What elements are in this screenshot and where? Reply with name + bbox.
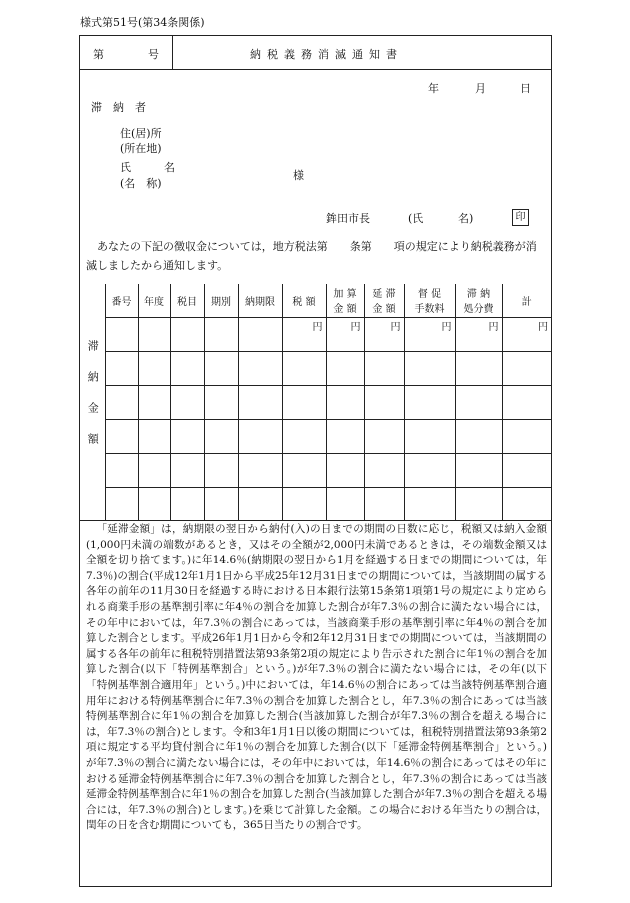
issuer-name-close: 名) (458, 212, 474, 225)
table-cell (105, 351, 138, 385)
table-cell (170, 453, 204, 487)
table-row (80, 453, 551, 487)
date-year: 年 (428, 82, 439, 95)
arrears-table (80, 284, 551, 521)
table-cell (404, 385, 455, 419)
table-cell (105, 317, 138, 351)
table-cell (138, 487, 170, 520)
table-row (80, 419, 551, 453)
table-cell (404, 351, 455, 385)
yen-unit: 円 (455, 317, 502, 351)
table-cell (238, 419, 282, 453)
table-cell (364, 453, 404, 487)
address-sub-label: (所在地) (120, 142, 162, 155)
table-cell (502, 453, 551, 487)
table-cell (404, 487, 455, 520)
table-row (80, 351, 551, 385)
yen-unit: 円 (502, 317, 551, 351)
table-cell (204, 453, 238, 487)
recipient-label: 滞 納 者 (91, 101, 146, 114)
seal-mark: 印 (512, 209, 529, 226)
table-cell (326, 351, 364, 385)
table-cell (105, 453, 138, 487)
table-cell (282, 351, 326, 385)
table-cell (455, 487, 502, 520)
table-cell (455, 385, 502, 419)
header-cell: 税目 (170, 284, 204, 317)
table-side-label: 滞納金額 (80, 284, 105, 520)
number-label: 第 (93, 48, 104, 61)
table-cell (204, 385, 238, 419)
header-cell: 税 額 (282, 284, 326, 317)
yen-unit: 円 (364, 317, 404, 351)
header-cell: 督 促 手数料 (404, 284, 455, 317)
table-cell (364, 419, 404, 453)
document-title: 納税義務消滅通知書 (250, 48, 403, 61)
table-cell (282, 385, 326, 419)
date-month: 月 (475, 82, 486, 95)
notice-text: あなたの下記の徴収金については，地方税法第 条第 項の規定により納税義務が消滅しましたから通知します。 (86, 240, 537, 272)
table-cell (502, 385, 551, 419)
table-cell (138, 385, 170, 419)
header-cell: 番号 (105, 284, 138, 317)
table-cell (204, 351, 238, 385)
table-cell (170, 351, 204, 385)
yen-unit: 円 (282, 317, 326, 351)
table-cell (238, 487, 282, 520)
table-row (80, 487, 551, 520)
table-cell (455, 453, 502, 487)
name-label: 氏 名 (120, 161, 175, 174)
table-row (80, 385, 551, 419)
table-cell (238, 317, 282, 351)
address-label: 住(居)所 (120, 127, 162, 140)
table-cell (105, 487, 138, 520)
table-cell (238, 453, 282, 487)
table-cell (404, 453, 455, 487)
late-fee-explanation: 「延滞金額」は，納期限の翌日から納付(入)の日までの期間の日数に応じ，税額又は納入金額(1,000円未満の端数があるとき，又はその全額が2,000円未満であるときは，その端数金額又は全額を切り捨てます。)に年14.6％(納期限の翌日から1月を経過する日までの期間については，年7.3％)の割合(平成12年1月1日から平成25年12月31日までの期間については，当該期間の属する各年の前年の11月30日を経過する時における日本銀行法第15条第1項第1号の規定により定められる商業手形の基準割引率に年4％の割合を加算した割合が年7.3％の割合に満たない場合には，その年中においては，年7.3％の割合にあっては，当該商業手形の基準割引率に年4％の割合を加算した割合とします。平成26年1月1日から令和2年12月31日までの期間については，当該期間の属する各年の前年に租税特別措置法第93条第2項の規定により告示された割合に年1％の割合を加算した割合(以下「特例基準割合」という。)が年7.3％の割合に満たない場合には，その年(以下「特例基準割合適用年」という。)中においては，年14.6％の割合にあっては当該特例基準割合適用年における特例基準割合に年7.3％の割合を加算した割合とし，年7.3％の割合にあっては当該特例基準割合に年1％の割合を加算した割合(当該加算した割合が年7.3％の割合を超える場合には，年7.3％の割合)とします。令和3年1月1日以後の期間については，租税特別措置法第93条第2項に規定する平均貸付割合に年1％の割合を加算した割合(以下「延滞金特例基準割合」という。)が年7.3％の割合に満たない場合には，その年中においては，年14.6％の割合にあってはその年における延滞金特例基準割合に年7.3％の割合を加算した割合とし，年7.3％の割合にあっては当該延滞金特例基準割合に年1％の割合を加算した割合(当該加算した割合が年7.3％の割合を超える場合には，年7.3％の割合)とします。)を乗じて計算した金額。この場合における年当たりの割合は，閏年の日を含む期間についても，365日当たりの割合です。 (86, 523, 547, 832)
notice-form (79, 35, 552, 887)
header-cell: 年度 (138, 284, 170, 317)
header-cell: 計 (502, 284, 551, 317)
header-cell: 滞 納 処分費 (455, 284, 502, 317)
table-cell (204, 317, 238, 351)
table-cell (138, 453, 170, 487)
number-suffix: 号 (148, 48, 159, 61)
table-cell (282, 419, 326, 453)
header-row (80, 36, 551, 70)
table-cell (170, 385, 204, 419)
table-cell (238, 385, 282, 419)
header-cell: 延 滞 金 額 (364, 284, 404, 317)
table-cell (364, 487, 404, 520)
table-cell (404, 419, 455, 453)
table-cell (105, 419, 138, 453)
honorific: 様 (293, 169, 304, 182)
date-day: 日 (520, 82, 531, 95)
table-cell (138, 317, 170, 351)
table-cell (138, 351, 170, 385)
table-cell (138, 419, 170, 453)
table-cell (326, 487, 364, 520)
table-cell (170, 317, 204, 351)
table-cell (364, 351, 404, 385)
table-cell (502, 419, 551, 453)
form-id: 様式第51号(第34条関係) (80, 16, 205, 29)
header-cell: 納期限 (238, 284, 282, 317)
table-cell (326, 419, 364, 453)
issuer-name-open: (氏 (408, 212, 424, 225)
name-sub-label: (名 称) (120, 177, 162, 190)
yen-unit: 円 (404, 317, 455, 351)
table-header-row (80, 284, 551, 317)
table-cell (326, 453, 364, 487)
yen-unit: 円 (326, 317, 364, 351)
header-cell: 期別 (204, 284, 238, 317)
issuer-title: 鉾田市長 (326, 212, 370, 225)
table-cell (282, 487, 326, 520)
header-divider (172, 36, 173, 69)
table-cell (326, 385, 364, 419)
table-cell (105, 385, 138, 419)
table-cell (502, 351, 551, 385)
table-cell (282, 453, 326, 487)
table-cell (170, 419, 204, 453)
table-cell (204, 419, 238, 453)
table-cell (455, 419, 502, 453)
table-cell (238, 351, 282, 385)
table-cell (204, 487, 238, 520)
table-cell (455, 351, 502, 385)
header-cell: 加 算 金 額 (326, 284, 364, 317)
table-cell (170, 487, 204, 520)
table-cell (364, 385, 404, 419)
table-cell (502, 487, 551, 520)
table-row (80, 317, 551, 351)
